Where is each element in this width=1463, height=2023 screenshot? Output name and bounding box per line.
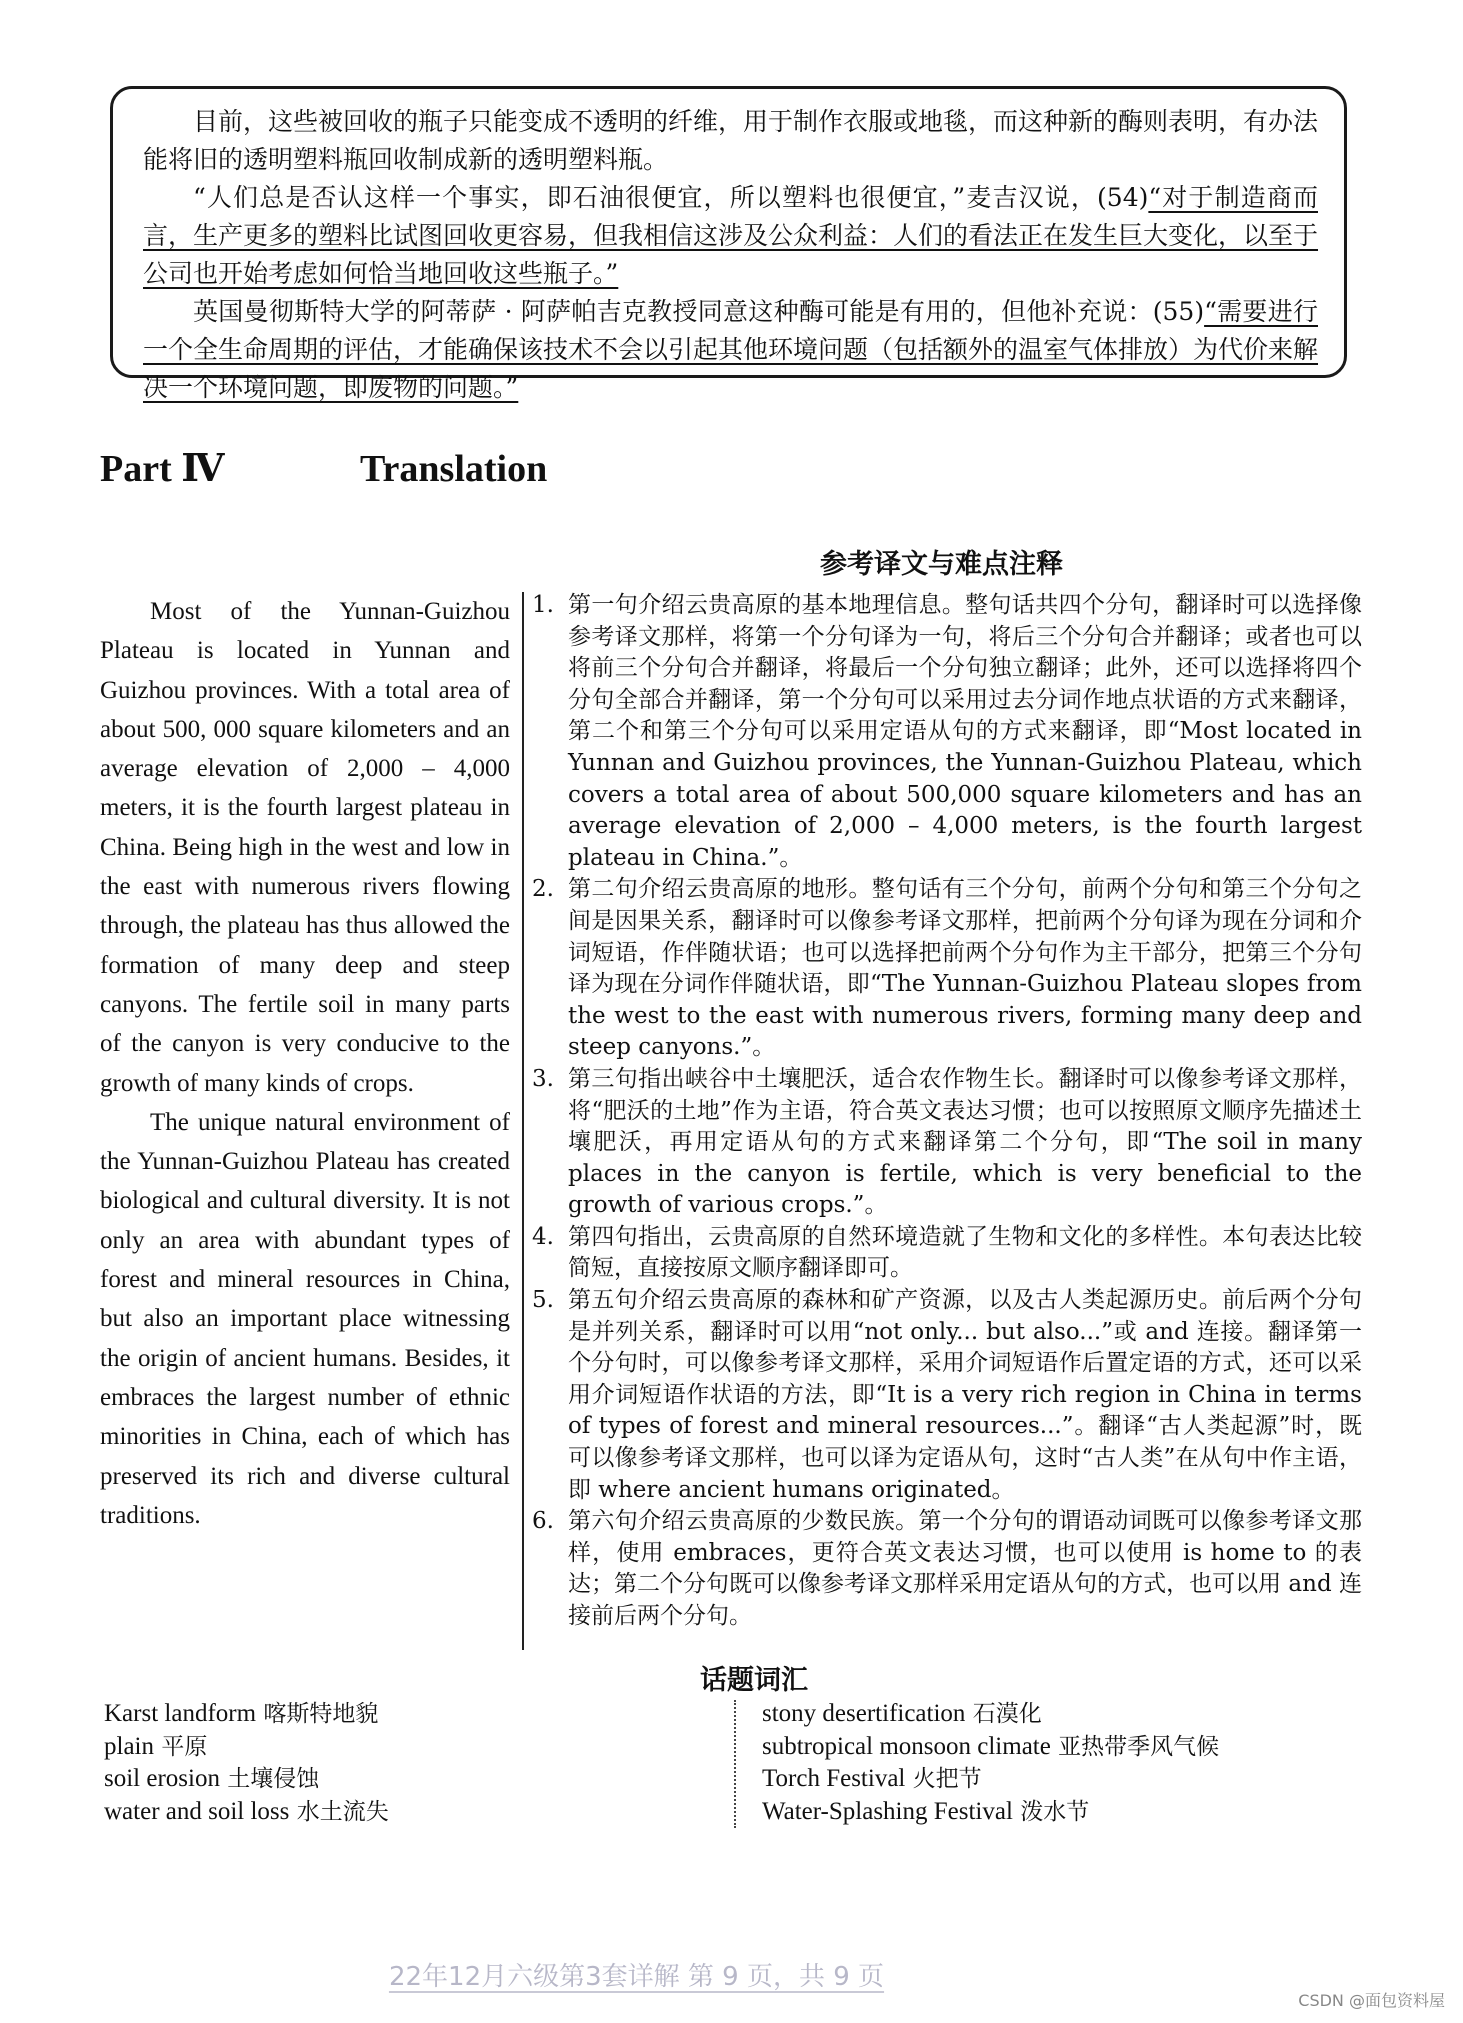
- vocab-term-en: stony desertification: [762, 1700, 966, 1727]
- part-label: Part Ⅳ: [100, 448, 225, 490]
- note-item: [532, 1064, 1362, 1222]
- note-text: 第五句介绍云贵高原的森林和矿产资源，以及古人类起源历史。前后两个分句是并列关系，翻译时可以用“not only... but also...”或 and 连接。翻译第一个分句时，可以像参考译文那样，采用介词短语作后置定语的方式，还可以采用介词短语作状语的方法，即“It is a very rich region in China in terms of types of forest and mineral resources...”。翻译“古人类起源”时，既可以像参考译文那样，也可以译为定语从句，这时“古人类”在从句中作主语，即 where ancient humans originated。: [568, 1287, 1362, 1503]
- watermark: CSDN @面包资料屋: [1298, 1991, 1445, 2010]
- vocab-term-zh: 喀斯特地貌: [263, 1701, 379, 1727]
- summary-paragraph-2: [143, 179, 1318, 293]
- note-text: 第一句介绍云贵高原的基本地理信息。整句话共四个分句，翻译时可以选择像参考译文那样，将第一个分句译为一句，将后三个分句合并翻译；或者也可以将前三个分句合并翻译，将最后一个分句独立翻译；此外，还可以选择将四个分句全部合并翻译，第一个分句可以采用过去分词作地点状语的方式来翻译，第二个和第三个分句可以采用定语从句的方式来翻译，即“Most located in Yunnan and Guizhou provinces, the Yunnan-Guizhou Plateau, which covers a total area of about 500,000 square kilometers and has an average elevation of 2,000 – 4,000 meters, is the fourth largest plateau in China.”。: [568, 592, 1362, 871]
- vocab-list-right: [762, 1698, 1382, 1828]
- note-item: [532, 874, 1362, 1064]
- note-number: 1.: [532, 592, 554, 618]
- vocab-entry: [762, 1698, 1382, 1731]
- summary-box: [110, 86, 1347, 402]
- note-item: [532, 1222, 1362, 1285]
- summary-paragraph-1: 目前，这些被回收的瓶子只能变成不透明的纤维，用于制作衣服或地毯，而这种新的酶则表明，有办法能将旧的透明塑料瓶回收制成新的透明塑料瓶。: [143, 107, 1319, 174]
- vocab-term-en: plain: [104, 1732, 154, 1760]
- vocab-entry: [762, 1731, 1382, 1764]
- part-title: Translation: [360, 448, 548, 490]
- note-item: [532, 590, 1362, 874]
- part-heading: [100, 444, 547, 494]
- vocab-term-en: Karst landform: [104, 1700, 257, 1727]
- vocab-title: 话题词汇: [700, 1665, 808, 1696]
- column-divider: [522, 592, 524, 1650]
- vocab-entry: [104, 1763, 724, 1796]
- note-number: 4.: [532, 1223, 554, 1250]
- summary-paragraph-2-text: “人们总是否认这样一个事实，即石油很便宜，所以塑料也很便宜，”麦吉汉说，(54): [193, 183, 1149, 212]
- notes-list: [532, 590, 1362, 1633]
- note-text: 第三句指出峡谷中土壤肥沃，适合农作物生长。翻译时可以像参考译文那样，将“肥沃的土地”作为主语，符合英文表达习惯；也可以按照原文顺序先描述土壤肥沃，再用定语从句的方式来翻译第二个分句，即“The soil in many places in the canyon is fertile, which is very beneficial to the growth of various crops.”。: [568, 1065, 1362, 1219]
- vocab-entry: [104, 1698, 724, 1731]
- note-number: 6.: [532, 1508, 554, 1535]
- vocab-entry: [104, 1796, 724, 1829]
- reference-translation: [100, 592, 510, 1535]
- vocab-entry: [762, 1763, 1382, 1796]
- translation-paragraph-1: Most of the Yunnan-Guizhou Plateau is located in Yunnan and Guizhou provinces. With a total area of about 500, 000 square kilometers and an average elevation of 2,000 – 4,000 meters, it is the fourth largest plateau in China. Being high in the west and low in the east with numerous rivers flowing through, the plateau has thus allowed the formation of many deep and steep canyons. The fertile soil in many parts of the canyon is very conducive to the growth of many kinds of crops.: [100, 598, 510, 1097]
- note-item: [532, 1285, 1362, 1506]
- vocab-term-en: water and soil loss: [104, 1797, 290, 1825]
- note-item: [532, 1506, 1362, 1632]
- note-number: 5.: [532, 1287, 554, 1314]
- vocab-term-zh: 水土流失: [296, 1798, 389, 1825]
- note-text: 第六句介绍云贵高原的少数民族。第一个分句的谓语动词既可以像参考译文那样，使用 embraces，更符合英文表达习惯，也可以使用 is home to 的表达；第二个分句既可以像参考译文那样采用定语从句的方式，也可以用 and 连接前后两个分句。: [568, 1508, 1362, 1629]
- page-footer: [0, 1956, 1463, 1993]
- note-text: 第二句介绍云贵高原的地形。整句话有三个分句，前两个分句和第三个分句之间是因果关系，翻译时可以像参考译文那样，把前两个分句译为现在分词和介词短语，作伴随状语；也可以选择把前两个分句作为主干部分，把第三个分句译为现在分词作伴随状语，即“The Yunnan-Guizhou Plateau slopes from the west to the east with numerous rivers, forming many deep and steep canyons.”。: [568, 876, 1362, 1061]
- vocab-term-zh: 土壤侵蚀: [227, 1766, 320, 1792]
- vocab-entry: [104, 1731, 724, 1764]
- vocab-list-left: [104, 1698, 724, 1828]
- vocab-term-zh: 泼水节: [1020, 1798, 1090, 1825]
- translation-paragraph-2: The unique natural environment of the Yunnan-Guizhou Plateau has created biological and cultural diversity. It is not only an area with abundant types of forest and mineral resources in China, but also an important place witnessing the origin of ancient humans. Besides, it embraces the largest number of ethnic minorities in China, each of which has preserved its rich and diverse cultural traditions.: [100, 1108, 510, 1529]
- summary-paragraph-3-text: 英国曼彻斯特大学的阿蒂萨 · 阿萨帕吉克教授同意这种酶可能是有用的，但他补充说：(55): [193, 297, 1205, 326]
- vocab-term-zh: 石漠化: [972, 1701, 1042, 1727]
- answer-55-underlined: “需要进行一个全生命周期的评估，才能确保该技术不会以引起其他环境问题（包括额外的温室气体排放）为代价来解决一个环境问题，即废物的问题。”: [143, 297, 1319, 402]
- vocab-term-en: Torch Festival: [762, 1765, 906, 1792]
- vocab-term-en: soil erosion: [104, 1765, 220, 1792]
- note-number: 2.: [532, 876, 554, 903]
- summary-paragraph-3: [143, 293, 1318, 407]
- footer-text: 22年12月六级第3套详解 第 9 页，共 9 页: [388, 1962, 885, 1992]
- note-text: 第四句指出，云贵高原的自然环境造就了生物和文化的多样性。本句表达比较简短，直接按原文顺序翻译即可。: [568, 1223, 1362, 1282]
- note-number: 3.: [532, 1065, 554, 1092]
- vocab-term-en: subtropical monsoon climate: [762, 1732, 1051, 1760]
- notes-title: 参考译文与难点注释: [820, 549, 1063, 580]
- vocab-term-zh: 平原: [161, 1733, 208, 1760]
- vocab-entry: [762, 1796, 1382, 1829]
- vocab-divider: [734, 1700, 736, 1828]
- vocab-term-en: Water-Splashing Festival: [762, 1797, 1013, 1825]
- vocab-term-zh: 亚热带季风气候: [1058, 1733, 1220, 1760]
- answer-54-underlined: “对于制造商而言，生产更多的塑料比试图回收更容易，但我相信这涉及公众利益：人们的看法正在发生巨大变化，以至于公司也开始考虑如何恰当地回收这些瓶子。”: [143, 183, 1319, 288]
- vocab-term-zh: 火把节: [912, 1766, 982, 1792]
